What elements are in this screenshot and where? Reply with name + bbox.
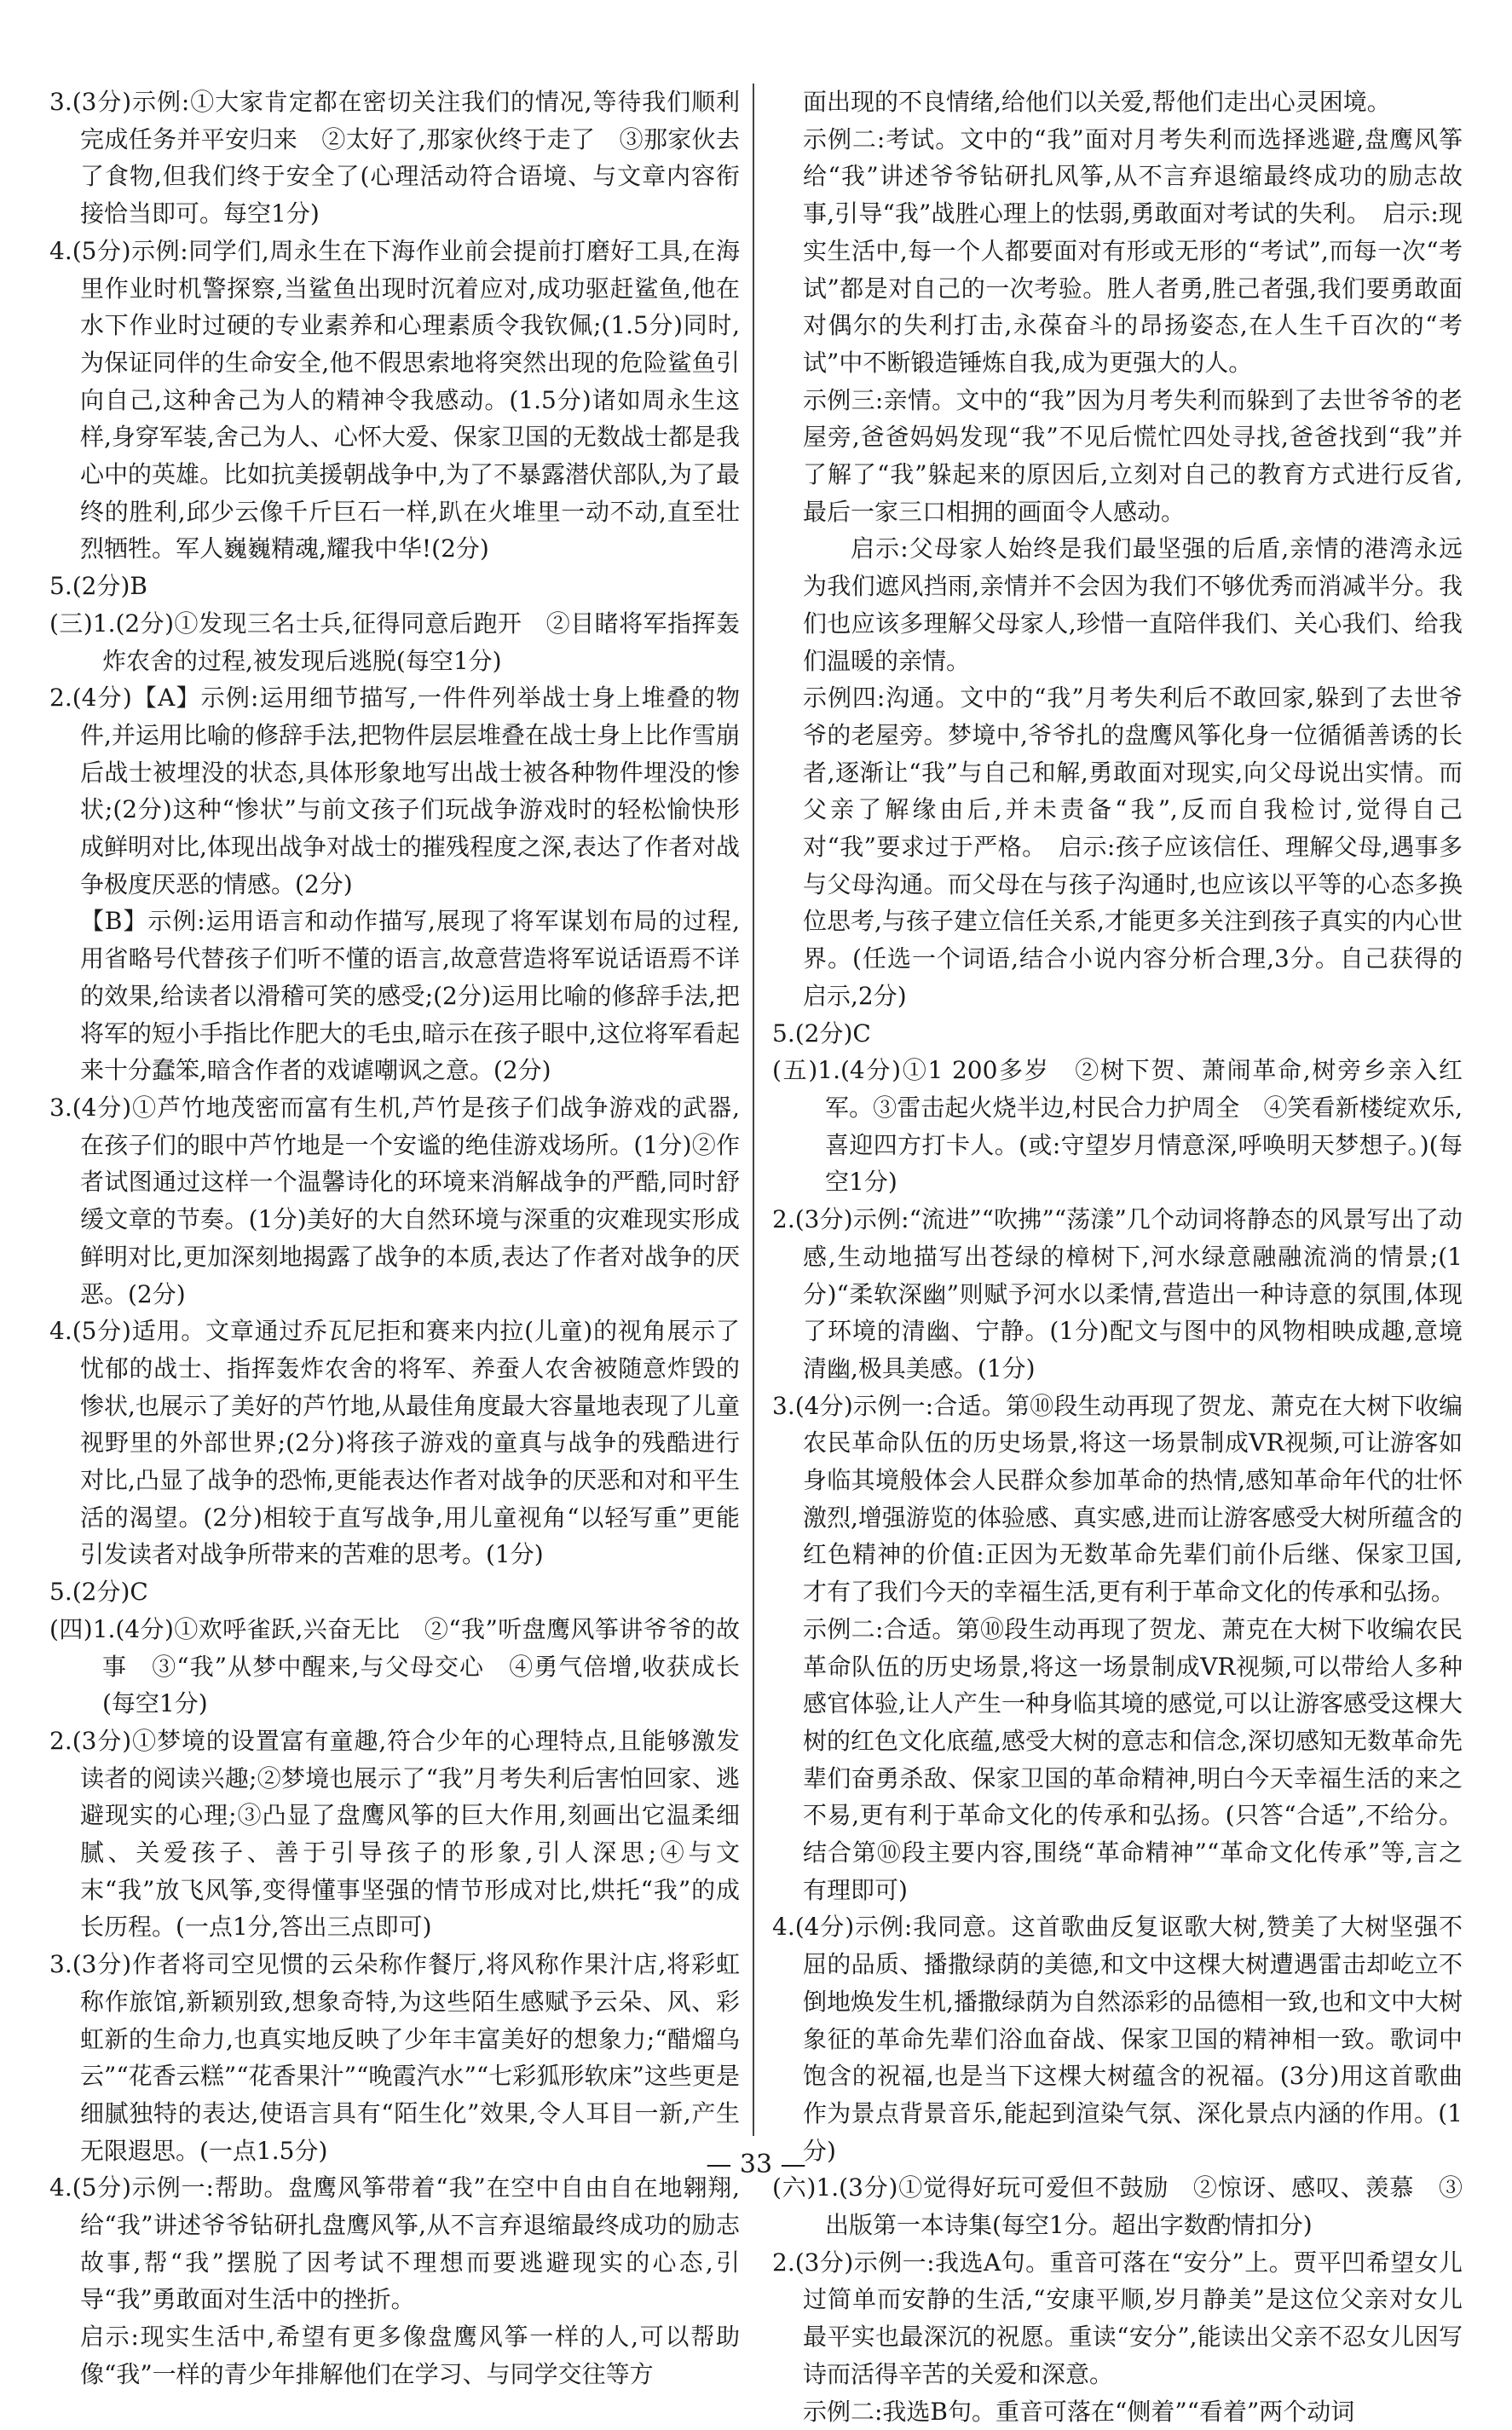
- answer-paragraph: 启示:父母家人始终是我们最坚强的后盾,亲情的港湾永远为我们遮风挡雨,亲情并不会因为我们不够优秀而消减半分。我们也应该多理解父母家人,珍惜一直陪伴我们、关心我们、给我们温暖的亲情。: [803, 534, 1463, 675]
- answer-paragraph: 5.(2分)C: [772, 1019, 871, 1048]
- answer-paragraph: (五)1.(4分)①1 200多岁 ②树下贺、萧闹革命,树旁乡亲入红军。③雷击起火烧半边,村民合力护周全 ④笑看新楼绽欢乐,喜迎四方打卡人。(或:守望岁月情意深,呼唤明天梦想子。)(每空1分): [772, 1056, 1463, 1197]
- answer-paragraph: 2.(3分)示例:“流进”“吹拂”“荡漾”几个动词将静态的风景写出了动感,生动地描写出苍绿的樟树下,河水绿意融融流淌的情景;(1分)“柔软深幽”则赋予河水以柔情,营造出一种诗意的氛围,体现了环境的清幽、宁静。(1分)配文与图中的风物相映成趣,意境清幽,极具美感。(1分): [772, 1205, 1463, 1382]
- left-column: [49, 84, 740, 2393]
- page-number: — 33 —: [706, 2150, 806, 2179]
- answer-paragraph: 面出现的不良情绪,给他们以关爱,帮他们走出心灵困境。: [803, 88, 1391, 116]
- answer-paragraph: 示例二:我选B句。重音可落在“侧着”“看着”两个动词: [803, 2397, 1355, 2426]
- answer-paragraph: 3.(3分)作者将司空见惯的云朵称作餐厅,将风称作果汁店,将彩虹称作旅馆,新颖别致,想象奇特,为这些陌生感赋予云朵、风、彩虹新的生命力,也真实地反映了少年丰富美好的想象力;“醋熘乌云”“花香云糕”“花香果汁”“晚霞汽水”“七彩狐形软床”这些更是细腻独特的表达,使语言具有“陌生化”效果,令人耳目一新,产生无限遐思。(一点1.5分): [49, 1950, 740, 2165]
- answer-paragraph: 3.(4分)示例一:合适。第⑩段生动再现了贺龙、萧克在大树下收编农民革命队伍的历史场景,将这一场景制成VR视频,可让游客如身临其境般体会人民群众参加革命的热情,感知革命年代的壮怀激烈,增强游览的体验感、真实感,进而让游客感受大树所蕴含的红色精神的价值:正因为无数革命先辈们前仆后继、保家卫国,才有了我们今天的幸福生活,更有利于革命文化的传承和弘扬。: [772, 1391, 1463, 1607]
- answer-paragraph: 4.(5分)示例:同学们,周永生在下海作业前会提前打磨好工具,在海里作业时机警探察,当鲨鱼出现时沉着应对,成功驱赶鲨鱼,他在水下作业时过硬的专业素养和心理素质令我钦佩;(1.5分)同时,为保证同伴的生命安全,他不假思索地将突然出现的危险鲨鱼引向自己,这种舍己为人的精神令我感动。(1.5分)诸如周永生这样,身穿军装,舍己为人、心怀大爱、保家卫国的无数战士都是我心中的英雄。比如抗美援朝战争中,为了不暴露潜伏部队,为了最终的胜利,邱少云像千斤巨石一样,趴在火堆里一动不动,直至壮烈牺牲。军人巍巍精魂,耀我中华!(2分): [49, 236, 740, 563]
- answer-paragraph: 示例二:合适。第⑩段生动再现了贺龙、萧克在大树下收编农民革命队伍的历史场景,将这一场景制成VR视频,可以带给人多种感官体验,让人产生一种身临其境的感觉,可以让游客感受这棵大树的红色文化底蕴,感受大树的意志和信念,深切感知无数革命先辈们奋勇杀敌、保家卫国的革命精神,明白今天幸福生活的来之不易,更有利于革命文化的传承和弘扬。(只答“合适”,不给分。结合第⑩段主要内容,围绕“革命精神”“革命文化传承”等,言之有理即可): [803, 1614, 1463, 1904]
- right-column: [772, 84, 1463, 2430]
- answer-paragraph: 2.(3分)①梦境的设置富有童趣,符合少年的心理特点,且能够激发读者的阅读兴趣;②梦境也展示了“我”月考失利后害怕回家、逃避现实的心理;③凸显了盘鹰风筝的巨大作用,刻画出它温柔细腻、关爱孩子、善于引导孩子的形象,引人深思;④与文末“我”放飞风筝,变得懂事坚强的情节形成对比,烘托“我”的成长历程。(一点1分,答出三点即可): [49, 1726, 740, 1942]
- answer-paragraph: 4.(5分)适用。文章通过乔瓦尼拒和赛来内拉(儿童)的视角展示了忧郁的战士、指挥轰炸农舍的将军、养蚕人农舍被随意炸毁的惨状,也展示了美好的芦竹地,从最佳角度最大容量地表现了儿童视野里的外部世界;(2分)将孩子游戏的童真与战争的残酷进行对比,凸显了战争的恐怖,更能表达作者对战争的厌恶和对和平生活的渴望。(2分)相较于直写战争,用儿童视角“以轻写重”更能引发读者对战争所带来的苦难的思考。(1分): [49, 1317, 740, 1569]
- answer-paragraph: 3.(3分)示例:①大家肯定都在密切关注我们的情况,等待我们顺利完成任务并平安归来 ②太好了,那家伙终于走了 ③那家伙去了食物,但我们终于安全了(心理活动符合语境、与文章内容衔接恰当即可。每空1分): [49, 88, 740, 228]
- answer-paragraph: 2.(4分)【A】示例:运用细节描写,一件件列举战士身上堆叠的物件,并运用比喻的修辞手法,把物件层层堆叠在战士身上比作雪崩后战士被埋没的状态,具体形象地写出战士被各种物件埋没的惨状;(2分)这种“惨状”与前文孩子们玩战争游戏时的轻松愉快形成鲜明对比,体现出战争对战士的摧残程度之深,表达了作者对战争极度厌恶的情感。(2分): [49, 684, 740, 898]
- answer-paragraph: 4.(4分)示例:我同意。这首歌曲反复讴歌大树,赞美了大树坚强不屈的品质、播撒绿荫的美德,和文中这棵大树遭遇雷击却屹立不倒地焕发生机,播撒绿荫为自然添彩的品德相一致,也和文中大树象征的革命先辈们浴血奋战、保家卫国的精神相一致。歌词中饱含的祝福,也是当下这棵大树蕴含的祝福。(3分)用这首歌曲作为景点背景音乐,能起到渲染气氛、深化景点内涵的作用。(1分): [772, 1913, 1463, 2165]
- answer-paragraph: 3.(4分)①芦竹地茂密而富有生机,芦竹是孩子们战争游戏的武器,在孩子们的眼中芦竹地是一个安谧的绝佳游戏场所。(1分)②作者试图通过这样一个温馨诗化的环境来消解战争的严酷,同时舒缓文章的节奏。(1分)美好的大自然环境与深重的灾难现实形成鲜明对比,更加深刻地揭露了战争的本质,表达了作者对战争的厌恶。(2分): [49, 1093, 740, 1308]
- answer-paragraph: 示例四:沟通。文中的“我”月考失利后不敢回家,躲到了去世爷爷的老屋旁。梦境中,爷爷扎的盘鹰风筝化身一位循循善诱的长者,逐渐让“我”与自己和解,勇敢面对现实,向父母说出实情。而父亲了解缘由后,并未责备“我”,反而自我检讨,觉得自己对“我”要求过于严格。 启示:孩子应该信任、理解父母,遇事多与父母沟通。而父母在与孩子沟通时,也应该以平等的心态多换位思考,与孩子建立信任关系,才能更多关注到孩子真实的内心世界。(任选一个词语,结合小说内容分析合理,3分。自己获得的启示,2分): [803, 684, 1463, 1010]
- answer-paragraph: 2.(3分)示例一:我选A句。重音可落在“安分”上。贾平凹希望女儿过简单而安静的生活,“安康平顺,岁月静美”是这位父亲对女儿最平实也最深沉的祝愿。重读“安分”,能读出父亲不忍女儿因写诗而活得辛苦的关爱和深意。: [772, 2248, 1463, 2388]
- answer-paragraph: 【B】示例:运用语言和动作描写,展现了将军谋划布局的过程,用省略号代替孩子们听不懂的语言,故意营造将军说话语焉不详的效果,给读者以滑稽可笑的感受;(2分)运用比喻的修辞手法,把将军的短小手指比作肥大的毛虫,暗示在孩子眼中,这位将军看起来十分蠢笨,暗含作者的戏谑嘲讽之意。(2分): [80, 907, 740, 1085]
- answer-paragraph: 示例二:考试。文中的“我”面对月考失利而选择逃避,盘鹰风筝给“我”讲述爷爷钻研扎风筝,从不言弃退缩最终成功的励志故事,引导“我”战胜心理上的怯弱,勇敢面对考试的失利。 启示:现实生活中,每一个人都要面对有形或无形的“考试”,而每一次“考试”都是对自己的一次考验。胜人者勇,胜己者强,我们要勇敢面对偶尔的失利打击,永葆奋斗的昂扬姿态,在人生千百次的“考试”中不断锻造锤炼自我,成为更强大的人。: [803, 124, 1463, 377]
- answer-paragraph: 5.(2分)B: [49, 572, 147, 601]
- answer-paragraph: (三)1.(2分)①发现三名士兵,征得同意后跑开 ②目睹将军指挥轰炸农舍的过程,被发现后逃脱(每空1分): [49, 609, 740, 675]
- answer-paragraph: 示例三:亲情。文中的“我”因为月考失利而躲到了去世爷爷的老屋旁,爸爸妈妈发现“我”不见后慌忙四处寻找,爸爸找到“我”并了解了“我”躲起来的原因后,立刻对自己的教育方式进行反省,最后一家三口相拥的画面令人感动。: [803, 385, 1463, 526]
- answer-paragraph: 启示:现实生活中,希望有更多像盘鹰风筝一样的人,可以帮助像“我”一样的青少年排解他们在学习、与同学交往等方: [80, 2323, 740, 2388]
- answer-paragraph: (四)1.(4分)①欢呼雀跃,兴奋无比 ②“我”听盘鹰风筝讲爷爷的故事 ③“我”从梦中醒来,与父母交心 ④勇气倍增,收获成长(每空1分): [49, 1614, 740, 1718]
- answer-paragraph: (六)1.(3分)①觉得好玩可爱但不鼓励 ②惊讶、感叹、羡慕 ③出版第一本诗集(每空1分。超出字数酌情扣分): [772, 2173, 1463, 2240]
- answer-paragraph: 5.(2分)C: [49, 1578, 148, 1607]
- column-divider: [753, 84, 754, 2136]
- answer-paragraph: 4.(5分)示例一:帮助。盘鹰风筝带着“我”在空中自由自在地翱翔,给“我”讲述爷爷钻研扎盘鹰风筝,从不言弃退缩最终成功的励志故事,帮“我”摆脱了因考试不理想而要逃避现实的心态,引导“我”勇敢面对生活中的挫折。: [49, 2173, 740, 2314]
